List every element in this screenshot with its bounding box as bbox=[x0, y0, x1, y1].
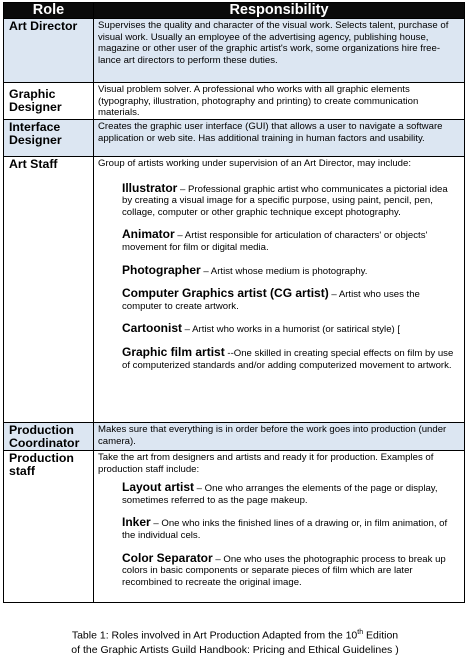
sub-role-item bbox=[122, 262, 460, 278]
sub-role-item bbox=[122, 344, 460, 371]
sub-role-term: Layout artist bbox=[122, 480, 195, 495]
caption-line-1: Table 1: Roles involved in Art Production Adapted from the 10th Edition bbox=[71, 629, 399, 642]
sub-role-item bbox=[122, 550, 460, 589]
table-row bbox=[4, 19, 465, 83]
sub-role-item bbox=[122, 517, 460, 541]
sub-role-item bbox=[122, 482, 460, 506]
role-cell: Graphic Designer bbox=[4, 83, 94, 120]
roles-table bbox=[3, 2, 465, 603]
sub-role-term: Cartoonist bbox=[122, 321, 182, 336]
table-row bbox=[4, 120, 465, 157]
responsibility-cell: Makes sure that everything is in order before the work goes into production (under camera). bbox=[94, 423, 465, 451]
role-cell: Interface Designer bbox=[4, 120, 94, 157]
responsibility-cell: Visual problem solver. A professional who works with all graphic elements (typography, illustration, photography and printing) to create communication materials. bbox=[94, 83, 465, 120]
responsibility-intro: Take the art from designers and artists and ready it for production. Examples of production staff include: bbox=[98, 452, 434, 475]
sub-role-description: – Artist responsible for articulation of characters' or objects' movement for film or digital media. bbox=[122, 230, 428, 253]
table-row bbox=[4, 451, 465, 603]
responsibility-column-header: Responsibility bbox=[94, 3, 465, 19]
role-column-header: Role bbox=[4, 3, 94, 19]
sub-role-item bbox=[122, 229, 460, 253]
table-row bbox=[4, 157, 465, 423]
caption-line-2: of the Graphic Artists Guild Handbook: Pricing and Ethical Guidelines ) bbox=[71, 643, 399, 656]
sub-role-term: Photographer bbox=[122, 262, 201, 277]
table-header-row bbox=[4, 3, 465, 19]
sub-role-description: – Artist whose medium is photography. bbox=[200, 265, 368, 277]
sub-role-term: Illustrator bbox=[122, 180, 178, 195]
sub-role-term: Animator bbox=[122, 227, 175, 242]
responsibility-cell bbox=[94, 451, 465, 603]
responsibility-cell: Creates the graphic user interface (GUI) that allows a user to navigate a software application or web site. Has additional training in human factors and usability. bbox=[94, 120, 465, 157]
sub-role-description: – One who uses the photographic process to break up colors in basic components or separate pieces of film which are later recombined to recreate the original image. bbox=[122, 553, 446, 588]
sub-role-description: – Artist who uses the computer to create artwork. bbox=[122, 289, 420, 312]
role-cell: Production staff bbox=[4, 451, 94, 603]
role-cell: Art Director bbox=[4, 19, 94, 83]
responsibility-cell bbox=[94, 157, 465, 423]
table-row bbox=[4, 423, 465, 451]
responsibility-intro: Group of artists working under supervision of an Art Director, may include: bbox=[98, 158, 412, 169]
sub-role-description: – One who arranges the elements of the page or display, sometimes referred to as the page makeup. bbox=[122, 483, 438, 506]
sub-role-description: – Artist who works in a humorist (or satirical style) [ bbox=[182, 324, 401, 336]
sub-role-description: – One who inks the finished lines of a drawing or, in film animation, of the individual cels. bbox=[122, 518, 448, 541]
sub-role-item bbox=[122, 180, 460, 219]
sub-role-term: Computer Graphics artist (CG artist) bbox=[122, 286, 329, 301]
table-caption bbox=[0, 626, 470, 657]
sub-role-item bbox=[122, 323, 460, 336]
role-cell: Production Coordinator bbox=[4, 423, 94, 451]
table-row bbox=[4, 83, 465, 120]
role-cell: Art Staff bbox=[4, 157, 94, 423]
sub-role-item bbox=[122, 288, 460, 312]
responsibility-cell: Supervises the quality and character of the visual work. Selects talent, purchase of visual work. Usually an employee of the advertising agency, publishing house, magazine or other user of the graphic artist's work, some organizations hire free-lance art directors to perform these duties. bbox=[94, 19, 465, 83]
sub-role-term: Color Separator bbox=[122, 550, 213, 565]
sub-role-term: Graphic film artist bbox=[122, 344, 225, 359]
sub-role-description: – Professional graphic artist who communicates a pictorial idea by creating a visual image for a specific purpose, using paint, pencil, pen, collage, computer or other graphic technique except photography. bbox=[122, 183, 448, 218]
sub-role-description: --One skilled in creating special effects on film by use of computerized standards and/or adding computerized movement to artwork. bbox=[122, 347, 454, 371]
sub-role-term: Inker bbox=[122, 515, 151, 530]
